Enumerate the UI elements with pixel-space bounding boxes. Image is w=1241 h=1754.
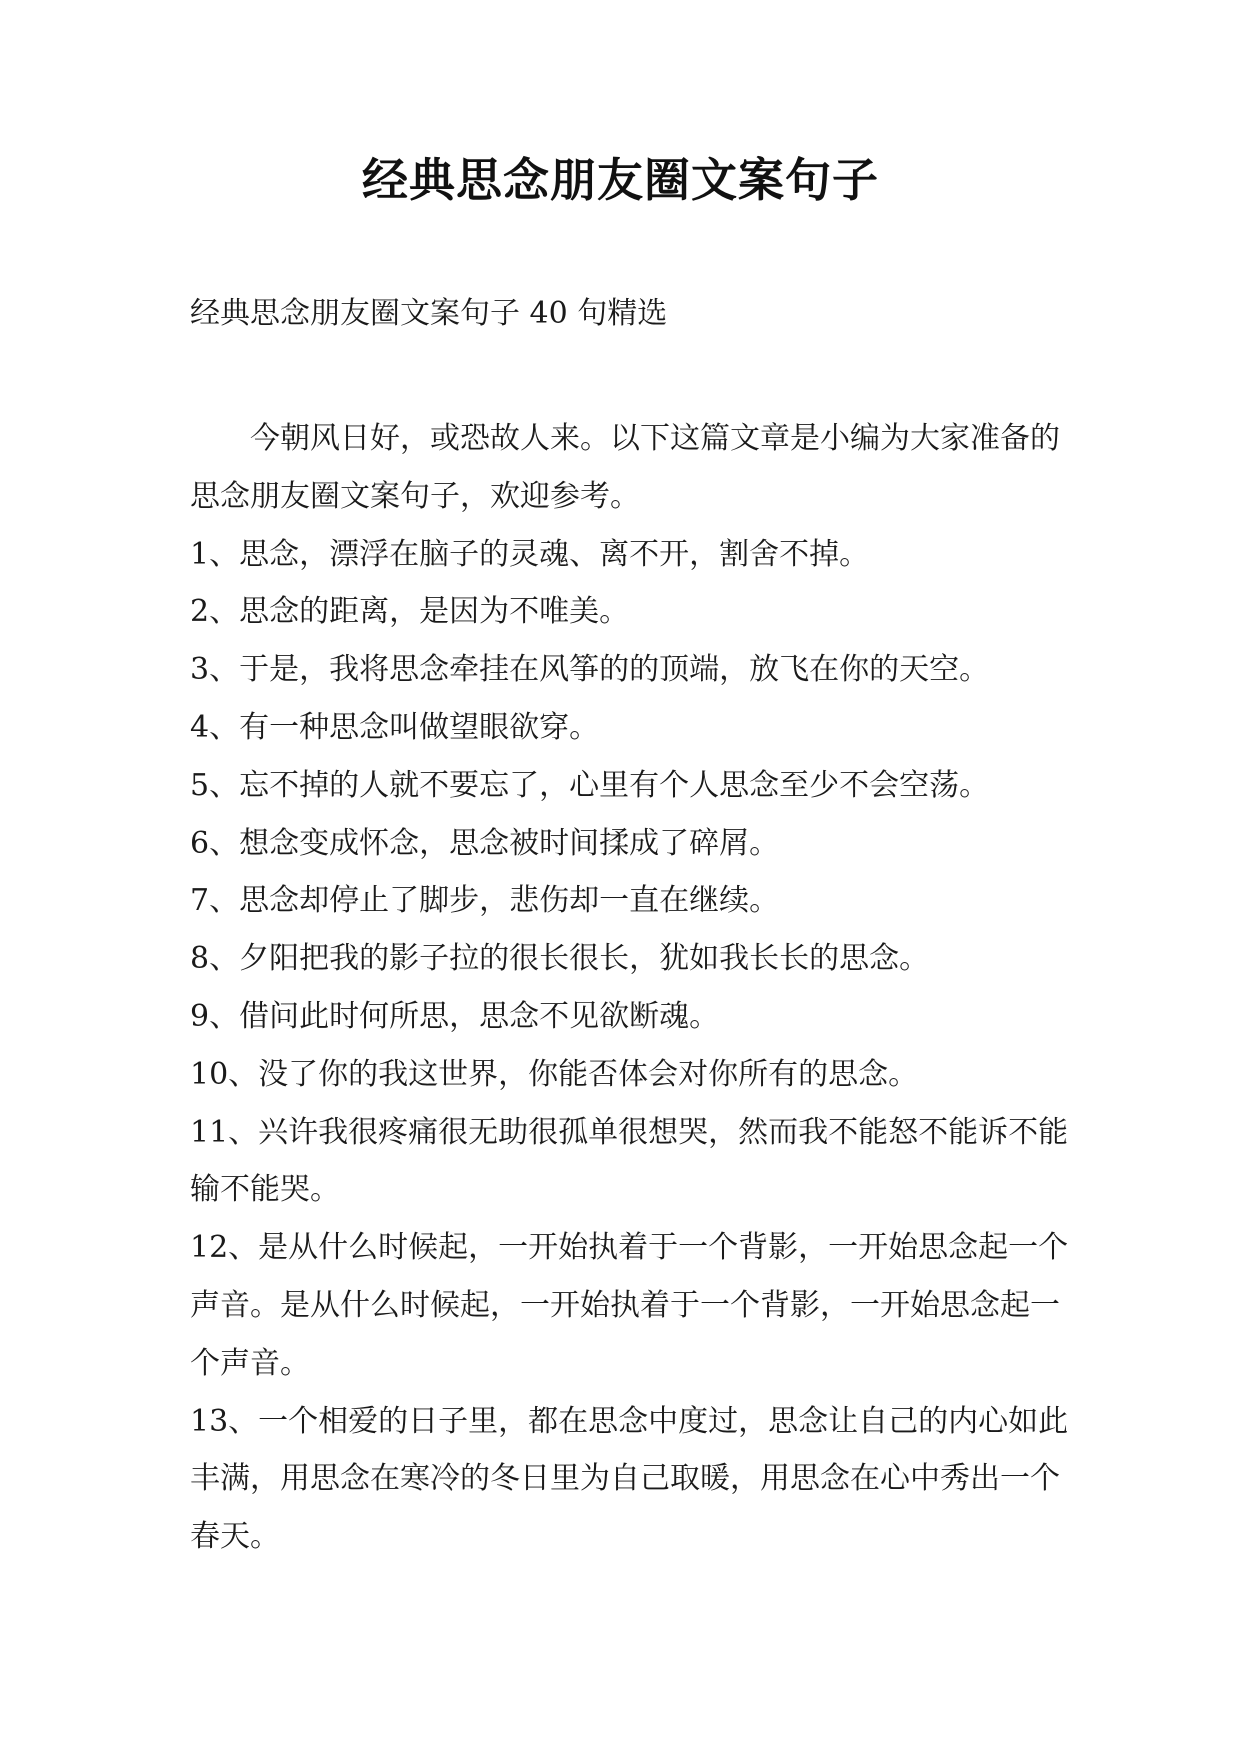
intro-paragraph: 今朝风日好，或恐故人来。以下这篇文章是小编为大家准备的思念朋友圈文案句子，欢迎参考。: [190, 421, 1060, 514]
list-item: 13、一个相爱的日子里，都在思念中度过，思念让自己的内心如此丰满，用思念在寒冷的冬日里为自己取暖，用思念在心中秀出一个春天。: [190, 1403, 1069, 1555]
list-item: 12、是从什么时候起，一开始执着于一个背影，一开始思念起一个声音。是从什么时候起，一开始执着于一个背影，一开始思念起一个声音。: [190, 1230, 1069, 1381]
list-item: 11、兴许我很疼痛很无助很孤单很想哭，然而我不能怒不能诉不能输不能哭。: [190, 1114, 1069, 1208]
list-item: 5、忘不掉的人就不要忘了，心里有个人思念至少不会空荡。: [190, 767, 990, 803]
list-item: 4、有一种思念叫做望眼欲穿。: [190, 709, 600, 745]
list-item: 6、想念变成怀念，思念被时间揉成了碎屑。: [190, 825, 780, 861]
list-item: 1、思念，漂浮在脑子的灵魂、离不开，割舍不掉。: [190, 536, 870, 572]
list-item: 9、借问此时何所思，思念不见欲断魂。: [190, 998, 720, 1034]
document-title: 经典思念朋友圈文案句子: [362, 153, 879, 207]
list-item: 8、夕阳把我的影子拉的很长很长，犹如我长长的思念。: [190, 941, 930, 977]
list-item: 2、思念的距离，是因为不唯美。: [190, 594, 630, 630]
list-item: 10、没了你的我这世界，你能否体会对你所有的思念。: [190, 1056, 919, 1092]
list-item: 3、于是，我将思念牵挂在风筝的的顶端，放飞在你的天空。: [190, 652, 990, 688]
list-item: 7、思念却停止了脚步，悲伤却一直在继续。: [190, 883, 780, 919]
document-subtitle: 经典思念朋友圈文案句子 40 句精选: [190, 296, 668, 331]
document-body: [190, 410, 1070, 1566]
